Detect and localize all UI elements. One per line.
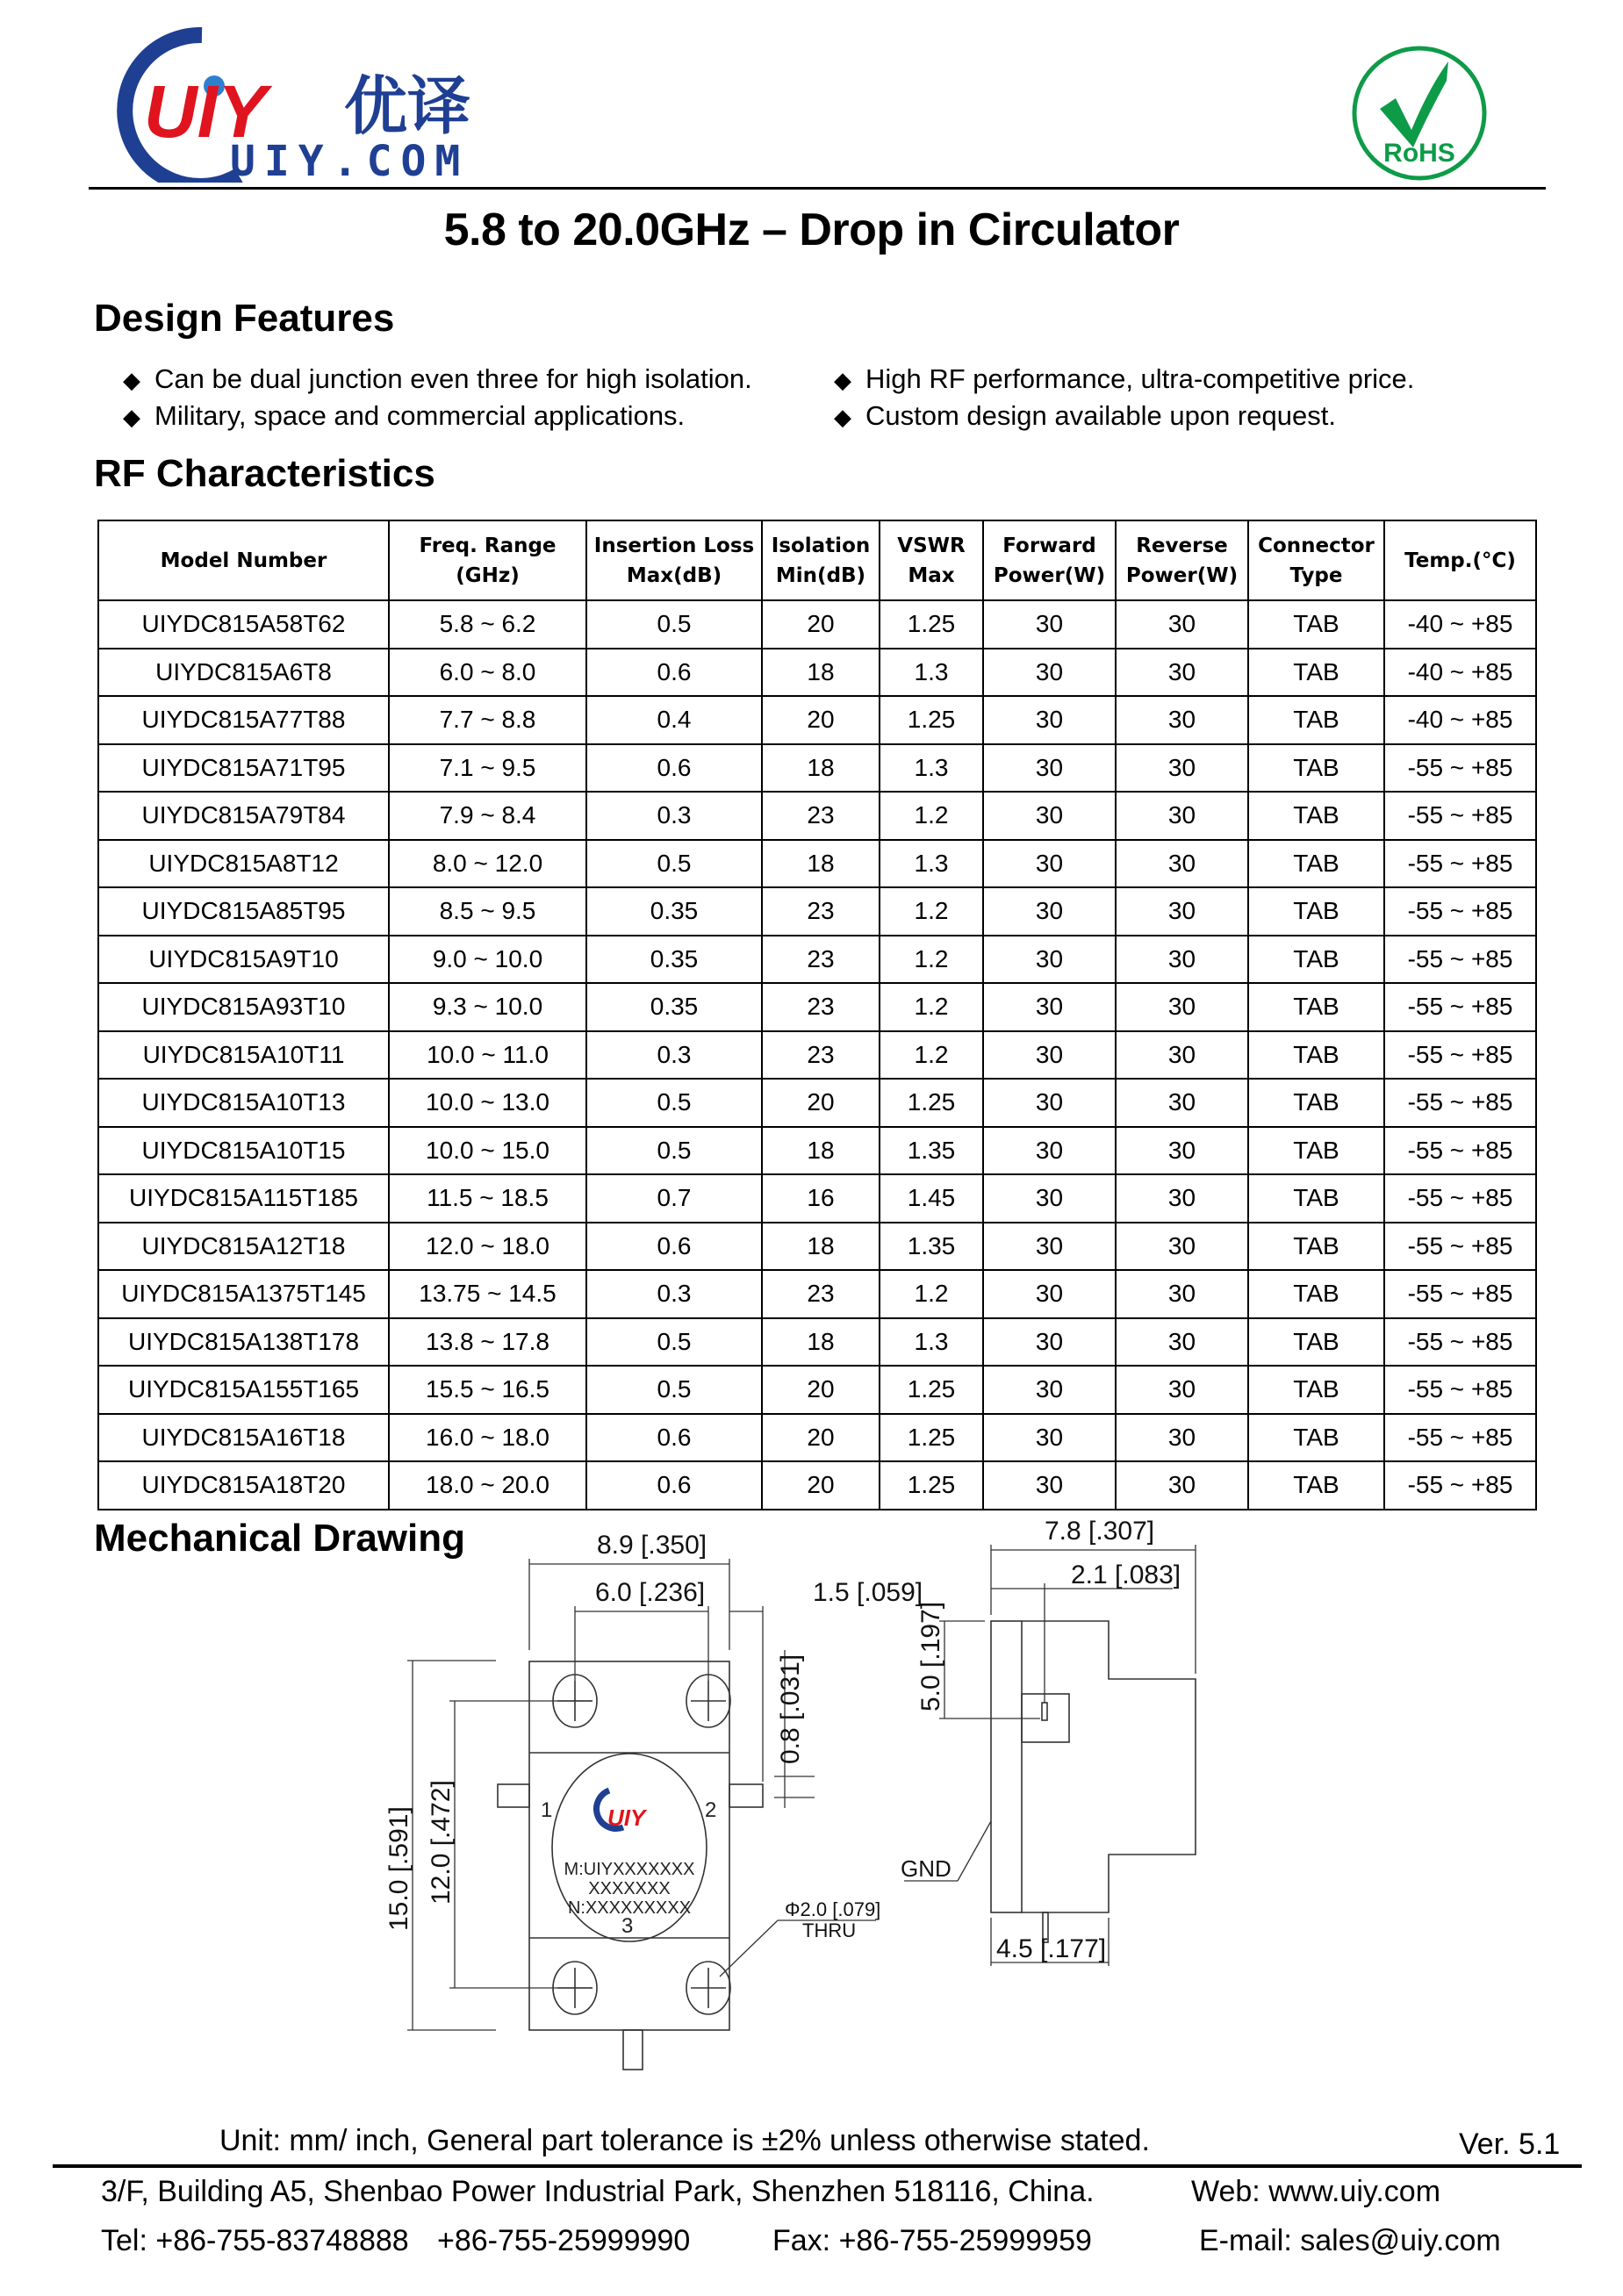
table-cell: 16.0 ~ 18.0 bbox=[389, 1414, 586, 1462]
label-line-3: N:XXXXXXXXX bbox=[567, 1898, 692, 1918]
table-cell: 8.5 ~ 9.5 bbox=[389, 887, 586, 936]
table-cell: -55 ~ +85 bbox=[1384, 1270, 1536, 1318]
table-cell: -40 ~ +85 bbox=[1384, 649, 1536, 697]
table-cell: 1.2 bbox=[880, 1270, 983, 1318]
dim-tab-length: 1.5 [.059] bbox=[813, 1578, 923, 1607]
table-cell: TAB bbox=[1248, 1031, 1384, 1080]
table-row bbox=[98, 1461, 1536, 1510]
table-cell: 1.2 bbox=[880, 936, 983, 984]
table-cell: 30 bbox=[983, 744, 1116, 793]
table-cell: TAB bbox=[1248, 983, 1384, 1031]
table-row bbox=[98, 887, 1536, 936]
table-cell: TAB bbox=[1248, 696, 1384, 744]
table-cell: 1.25 bbox=[880, 600, 983, 649]
website-link[interactable]: Web: www.uiy.com bbox=[1191, 2175, 1441, 2208]
column-header: Reverse Power(W) bbox=[1116, 520, 1248, 600]
table-cell: 30 bbox=[983, 792, 1116, 840]
column-header: Insertion Loss Max(dB) bbox=[586, 520, 762, 600]
table-cell: -55 ~ +85 bbox=[1384, 1318, 1536, 1367]
table-cell: 30 bbox=[1116, 1318, 1248, 1367]
table-row bbox=[98, 1223, 1536, 1271]
side-view bbox=[991, 1621, 1196, 1942]
diamond-bullet-icon: ◆ bbox=[834, 367, 851, 393]
table-cell: TAB bbox=[1248, 792, 1384, 840]
table-cell: -55 ~ +85 bbox=[1384, 887, 1536, 936]
table-cell: 30 bbox=[1116, 649, 1248, 697]
table-cell: 1.2 bbox=[880, 1031, 983, 1080]
port-2-label: 2 bbox=[705, 1798, 717, 1822]
table-cell: 23 bbox=[762, 936, 880, 984]
table-cell: 0.7 bbox=[586, 1174, 762, 1223]
table-cell: 30 bbox=[1116, 1223, 1248, 1271]
version-label: Ver. 5.1 bbox=[1459, 2127, 1561, 2161]
column-header: Forward Power(W) bbox=[983, 520, 1116, 600]
table-row bbox=[98, 1079, 1536, 1127]
table-cell: 30 bbox=[1116, 1461, 1248, 1510]
table-cell: UIYDC815A18T20 bbox=[98, 1461, 389, 1510]
table-cell: 13.75 ~ 14.5 bbox=[389, 1270, 586, 1318]
table-cell: 18 bbox=[762, 1223, 880, 1271]
table-cell: UIYDC815A58T62 bbox=[98, 600, 389, 649]
column-header: VSWR Max bbox=[880, 520, 983, 600]
table-cell: 30 bbox=[1116, 696, 1248, 744]
table-cell: 1.3 bbox=[880, 1318, 983, 1367]
table-cell: 0.5 bbox=[586, 1318, 762, 1367]
table-cell: 10.0 ~ 15.0 bbox=[389, 1127, 586, 1175]
design-features-heading: Design Features bbox=[94, 297, 395, 340]
table-cell: TAB bbox=[1248, 936, 1384, 984]
table-cell: 8.0 ~ 12.0 bbox=[389, 840, 586, 888]
table-cell: 30 bbox=[983, 1270, 1116, 1318]
table-cell: 1.25 bbox=[880, 1366, 983, 1414]
label-line-1: M:UIYXXXXXXX bbox=[564, 1860, 695, 1879]
circulator-body-outline bbox=[529, 1661, 729, 2030]
table-row bbox=[98, 1270, 1536, 1318]
table-cell: 7.7 ~ 8.8 bbox=[389, 696, 586, 744]
table-cell: 30 bbox=[1116, 936, 1248, 984]
table-cell: 30 bbox=[983, 1366, 1116, 1414]
table-cell: 30 bbox=[983, 600, 1116, 649]
table-cell: TAB bbox=[1248, 1223, 1384, 1271]
table-cell: UIYDC815A8T12 bbox=[98, 840, 389, 888]
table-cell: 20 bbox=[762, 1461, 880, 1510]
table-cell: 1.35 bbox=[880, 1223, 983, 1271]
page-title: 5.8 to 20.0GHz – Drop in Circulator bbox=[443, 204, 1180, 255]
table-cell: 30 bbox=[983, 1223, 1116, 1271]
table-row bbox=[98, 1031, 1536, 1080]
table-cell: 30 bbox=[983, 1079, 1116, 1127]
table-cell: -55 ~ +85 bbox=[1384, 1174, 1536, 1223]
table-cell: 12.0 ~ 18.0 bbox=[389, 1223, 586, 1271]
table-cell: 0.5 bbox=[586, 600, 762, 649]
dim-hole-diameter: Φ2.0 [.079] bbox=[785, 1898, 881, 1920]
table-cell: 10.0 ~ 13.0 bbox=[389, 1079, 586, 1127]
table-cell: 7.9 ~ 8.4 bbox=[389, 792, 586, 840]
table-body bbox=[98, 600, 1536, 1510]
dim-height-total: 15.0 [.591] bbox=[384, 1806, 413, 1931]
table-cell: 30 bbox=[1116, 1366, 1248, 1414]
column-header: Connector Type bbox=[1248, 520, 1384, 600]
table-cell: 30 bbox=[983, 1461, 1116, 1510]
table-cell: 30 bbox=[1116, 1270, 1248, 1318]
port-tab bbox=[729, 1784, 763, 1807]
table-row bbox=[98, 1174, 1536, 1223]
table-cell: 30 bbox=[983, 696, 1116, 744]
feature-item: ◆ High RF performance, ultra-competitive price. bbox=[834, 363, 1415, 394]
table-row bbox=[98, 983, 1536, 1031]
table-cell: TAB bbox=[1248, 649, 1384, 697]
table-cell: TAB bbox=[1248, 1127, 1384, 1175]
column-header: Temp.(°C) bbox=[1384, 520, 1536, 600]
table-cell: -55 ~ +85 bbox=[1384, 792, 1536, 840]
table-cell: TAB bbox=[1248, 1366, 1384, 1414]
table-cell: -40 ~ +85 bbox=[1384, 696, 1536, 744]
table-cell: TAB bbox=[1248, 1318, 1384, 1367]
mechanical-drawing bbox=[369, 1518, 1264, 2133]
table-cell: UIYDC815A85T95 bbox=[98, 887, 389, 936]
table-cell: UIYDC815A138T178 bbox=[98, 1318, 389, 1367]
table-cell: 1.25 bbox=[880, 1461, 983, 1510]
table-cell: UIYDC815A10T13 bbox=[98, 1079, 389, 1127]
table-cell: 20 bbox=[762, 600, 880, 649]
table-cell: 0.35 bbox=[586, 936, 762, 984]
diamond-bullet-icon: ◆ bbox=[123, 367, 140, 393]
table-cell: TAB bbox=[1248, 1079, 1384, 1127]
table-cell: -55 ~ +85 bbox=[1384, 744, 1536, 793]
table-row bbox=[98, 840, 1536, 888]
table-cell: 30 bbox=[1116, 600, 1248, 649]
rohs-badge bbox=[1350, 44, 1489, 183]
label-line-2: XXXXXXX bbox=[588, 1879, 671, 1898]
dim-side-width: 7.8 [.307] bbox=[1045, 1518, 1155, 1546]
table-row bbox=[98, 696, 1536, 744]
table-cell: TAB bbox=[1248, 1174, 1384, 1223]
logo-domain: UIY.COM bbox=[230, 137, 470, 183]
table-cell: UIYDC815A9T10 bbox=[98, 936, 389, 984]
header-divider bbox=[89, 187, 1546, 190]
table-cell: 30 bbox=[983, 840, 1116, 888]
dim-side-base: 4.5 [.177] bbox=[996, 1934, 1107, 1963]
table-cell: 16 bbox=[762, 1174, 880, 1223]
table-cell: 18 bbox=[762, 1127, 880, 1175]
table-row bbox=[98, 744, 1536, 793]
table-cell: TAB bbox=[1248, 744, 1384, 793]
table-cell: 30 bbox=[1116, 1414, 1248, 1462]
table-cell: -55 ~ +85 bbox=[1384, 1414, 1536, 1462]
logo-letters: UIY bbox=[144, 70, 268, 153]
table-cell: 18 bbox=[762, 744, 880, 793]
table-cell: 30 bbox=[983, 1174, 1116, 1223]
table-cell: 0.3 bbox=[586, 792, 762, 840]
diamond-bullet-icon: ◆ bbox=[123, 404, 140, 430]
table-cell: 30 bbox=[983, 936, 1116, 984]
unit-note: Unit: mm/ inch, General part tolerance is ±2% unless otherwise stated. bbox=[219, 2124, 1150, 2157]
table-cell: 9.3 ~ 10.0 bbox=[389, 983, 586, 1031]
table-cell: 30 bbox=[983, 1127, 1116, 1175]
mounting-hole-icon bbox=[553, 1675, 730, 2014]
table-cell: -55 ~ +85 bbox=[1384, 1127, 1536, 1175]
feature-item: ◆ Military, space and commercial applications. bbox=[123, 400, 686, 431]
table-cell: 0.5 bbox=[586, 1127, 762, 1175]
mechanical-drawing-heading: Mechanical Drawing bbox=[94, 1517, 466, 1560]
table-cell: 0.6 bbox=[586, 1414, 762, 1462]
table-cell: 30 bbox=[983, 1318, 1116, 1367]
dim-side-tab-height: 5.0 [.197] bbox=[916, 1601, 945, 1711]
table-cell: 23 bbox=[762, 983, 880, 1031]
table-cell: 1.2 bbox=[880, 983, 983, 1031]
rf-characteristics-table bbox=[97, 520, 1537, 1510]
table-cell: 30 bbox=[1116, 1031, 1248, 1080]
table-cell: TAB bbox=[1248, 840, 1384, 888]
table-cell: 30 bbox=[1116, 792, 1248, 840]
table-cell: 1.45 bbox=[880, 1174, 983, 1223]
table-cell: TAB bbox=[1248, 1414, 1384, 1462]
table-cell: 0.35 bbox=[586, 983, 762, 1031]
table-cell: 18 bbox=[762, 840, 880, 888]
rf-characteristics-heading: RF Characteristics bbox=[94, 452, 435, 495]
table-cell: 23 bbox=[762, 1270, 880, 1318]
table-cell: 0.3 bbox=[586, 1031, 762, 1080]
table-cell: 7.1 ~ 9.5 bbox=[389, 744, 586, 793]
table-cell: -55 ~ +85 bbox=[1384, 1079, 1536, 1127]
table-cell: 30 bbox=[1116, 744, 1248, 793]
table-cell: UIYDC815A79T84 bbox=[98, 792, 389, 840]
dim-hole-note: THRU bbox=[802, 1919, 857, 1941]
table-cell: UIYDC815A1375T145 bbox=[98, 1270, 389, 1318]
table-row bbox=[98, 1127, 1536, 1175]
column-header: Freq. Range (GHz) bbox=[389, 520, 586, 600]
table-cell: UIYDC815A115T185 bbox=[98, 1174, 389, 1223]
table-cell: -55 ~ +85 bbox=[1384, 1031, 1536, 1080]
footer-divider bbox=[53, 2164, 1582, 2168]
table-cell: 30 bbox=[983, 1414, 1116, 1462]
table-cell: UIYDC815A77T88 bbox=[98, 696, 389, 744]
table-cell: 0.6 bbox=[586, 1223, 762, 1271]
table-cell: 0.3 bbox=[586, 1270, 762, 1318]
table-cell: TAB bbox=[1248, 887, 1384, 936]
table-cell: 0.6 bbox=[586, 1461, 762, 1510]
table-cell: 1.25 bbox=[880, 696, 983, 744]
table-cell: 5.8 ~ 6.2 bbox=[389, 600, 586, 649]
table-cell: 0.6 bbox=[586, 744, 762, 793]
table-cell: -55 ~ +85 bbox=[1384, 1223, 1536, 1271]
diamond-bullet-icon: ◆ bbox=[834, 404, 851, 430]
table-row bbox=[98, 1318, 1536, 1367]
dim-side-tab-offset: 2.1 [.083] bbox=[1071, 1561, 1181, 1589]
dim-hole-spacing: 6.0 [.236] bbox=[595, 1578, 706, 1607]
table-cell: 18 bbox=[762, 1318, 880, 1367]
table-cell: 30 bbox=[983, 1031, 1116, 1080]
table-cell: 1.3 bbox=[880, 649, 983, 697]
table-cell: 1.2 bbox=[880, 887, 983, 936]
table-cell: 23 bbox=[762, 792, 880, 840]
dim-hole-vertical: 12.0 [.472] bbox=[427, 1780, 456, 1905]
table-header-row bbox=[98, 520, 1536, 600]
table-cell: UIYDC815A10T11 bbox=[98, 1031, 389, 1080]
table-row bbox=[98, 649, 1536, 697]
table-cell: 1.25 bbox=[880, 1079, 983, 1127]
table-cell: 0.35 bbox=[586, 887, 762, 936]
table-cell: 30 bbox=[1116, 840, 1248, 888]
table-cell: 10.0 ~ 11.0 bbox=[389, 1031, 586, 1080]
table-cell: 20 bbox=[762, 1366, 880, 1414]
table-cell: -55 ~ +85 bbox=[1384, 983, 1536, 1031]
table-cell: 9.0 ~ 10.0 bbox=[389, 936, 586, 984]
table-cell: 30 bbox=[1116, 887, 1248, 936]
table-cell: 0.4 bbox=[586, 696, 762, 744]
table-cell: 30 bbox=[1116, 1174, 1248, 1223]
table-cell: 18.0 ~ 20.0 bbox=[389, 1461, 586, 1510]
rohs-label: RoHS bbox=[1383, 139, 1455, 168]
table-cell: 20 bbox=[762, 1414, 880, 1462]
table-cell: 20 bbox=[762, 696, 880, 744]
dim-width-total: 8.9 [.350] bbox=[597, 1531, 707, 1560]
check-icon bbox=[1380, 61, 1448, 147]
mini-logo: UIY bbox=[607, 1805, 646, 1831]
table-cell: 23 bbox=[762, 887, 880, 936]
table-cell: TAB bbox=[1248, 1461, 1384, 1510]
table-cell: -55 ~ +85 bbox=[1384, 936, 1536, 984]
port-tab bbox=[623, 2030, 643, 2070]
port-tab bbox=[498, 1784, 529, 1807]
table-row bbox=[98, 600, 1536, 649]
table-cell: 30 bbox=[1116, 1127, 1248, 1175]
table-cell: 0.5 bbox=[586, 840, 762, 888]
feature-item: ◆ Custom design available upon request. bbox=[834, 400, 1336, 431]
table-cell: 1.3 bbox=[880, 840, 983, 888]
table-cell: TAB bbox=[1248, 600, 1384, 649]
table-cell: 1.25 bbox=[880, 1414, 983, 1462]
column-header: Isolation Min(dB) bbox=[762, 520, 880, 600]
telephone-1: Tel: +86-755-83748888 bbox=[101, 2224, 409, 2257]
table-row bbox=[98, 792, 1536, 840]
table-cell: 13.8 ~ 17.8 bbox=[389, 1318, 586, 1367]
dim-tab-width: 0.8 [.031] bbox=[776, 1654, 805, 1764]
table-cell: 1.2 bbox=[880, 792, 983, 840]
table-row bbox=[98, 1366, 1536, 1414]
table-cell: 0.6 bbox=[586, 649, 762, 697]
port-1-label: 1 bbox=[541, 1798, 553, 1822]
table-cell: 1.3 bbox=[880, 744, 983, 793]
gnd-label: GND bbox=[901, 1855, 952, 1882]
table-cell: 0.5 bbox=[586, 1079, 762, 1127]
company-address: 3/F, Building A5, Shenbao Power Industrial Park, Shenzhen 518116, China. bbox=[101, 2175, 1095, 2208]
table-cell: 30 bbox=[983, 649, 1116, 697]
table-cell: 11.5 ~ 18.5 bbox=[389, 1174, 586, 1223]
table-cell: 1.35 bbox=[880, 1127, 983, 1175]
table-cell: UIYDC815A6T8 bbox=[98, 649, 389, 697]
table-cell: UIYDC815A71T95 bbox=[98, 744, 389, 793]
port-3-label: 3 bbox=[621, 1914, 634, 1938]
fax-number: Fax: +86-755-25999959 bbox=[772, 2224, 1092, 2257]
table-cell: 0.5 bbox=[586, 1366, 762, 1414]
column-header: Model Number bbox=[98, 520, 389, 600]
feature-item: ◆ Can be dual junction even three for high isolation. bbox=[123, 363, 752, 394]
table-row bbox=[98, 1414, 1536, 1462]
table-cell: -55 ~ +85 bbox=[1384, 840, 1536, 888]
table-cell: -40 ~ +85 bbox=[1384, 600, 1536, 649]
telephone-2: +86-755-25999990 bbox=[437, 2224, 691, 2257]
uiy-logo bbox=[98, 25, 502, 183]
table-cell: UIYDC815A16T18 bbox=[98, 1414, 389, 1462]
table-cell: 30 bbox=[983, 983, 1116, 1031]
email-link[interactable]: E-mail: sales@uiy.com bbox=[1199, 2224, 1501, 2257]
table-cell: 6.0 ~ 8.0 bbox=[389, 649, 586, 697]
table-cell: UIYDC815A93T10 bbox=[98, 983, 389, 1031]
table-cell: 23 bbox=[762, 1031, 880, 1080]
table-cell: 20 bbox=[762, 1079, 880, 1127]
logo-chinese: 优译 bbox=[344, 69, 471, 143]
table-cell: 30 bbox=[983, 887, 1116, 936]
table-cell: UIYDC815A12T18 bbox=[98, 1223, 389, 1271]
table-cell: 30 bbox=[1116, 1079, 1248, 1127]
table-cell: 15.5 ~ 16.5 bbox=[389, 1366, 586, 1414]
table-cell: -55 ~ +85 bbox=[1384, 1366, 1536, 1414]
table-cell: 18 bbox=[762, 649, 880, 697]
table-cell: TAB bbox=[1248, 1270, 1384, 1318]
table-cell: 30 bbox=[1116, 983, 1248, 1031]
table-cell: -55 ~ +85 bbox=[1384, 1461, 1536, 1510]
table-row bbox=[98, 936, 1536, 984]
table-cell: UIYDC815A10T15 bbox=[98, 1127, 389, 1175]
table-cell: UIYDC815A155T165 bbox=[98, 1366, 389, 1414]
